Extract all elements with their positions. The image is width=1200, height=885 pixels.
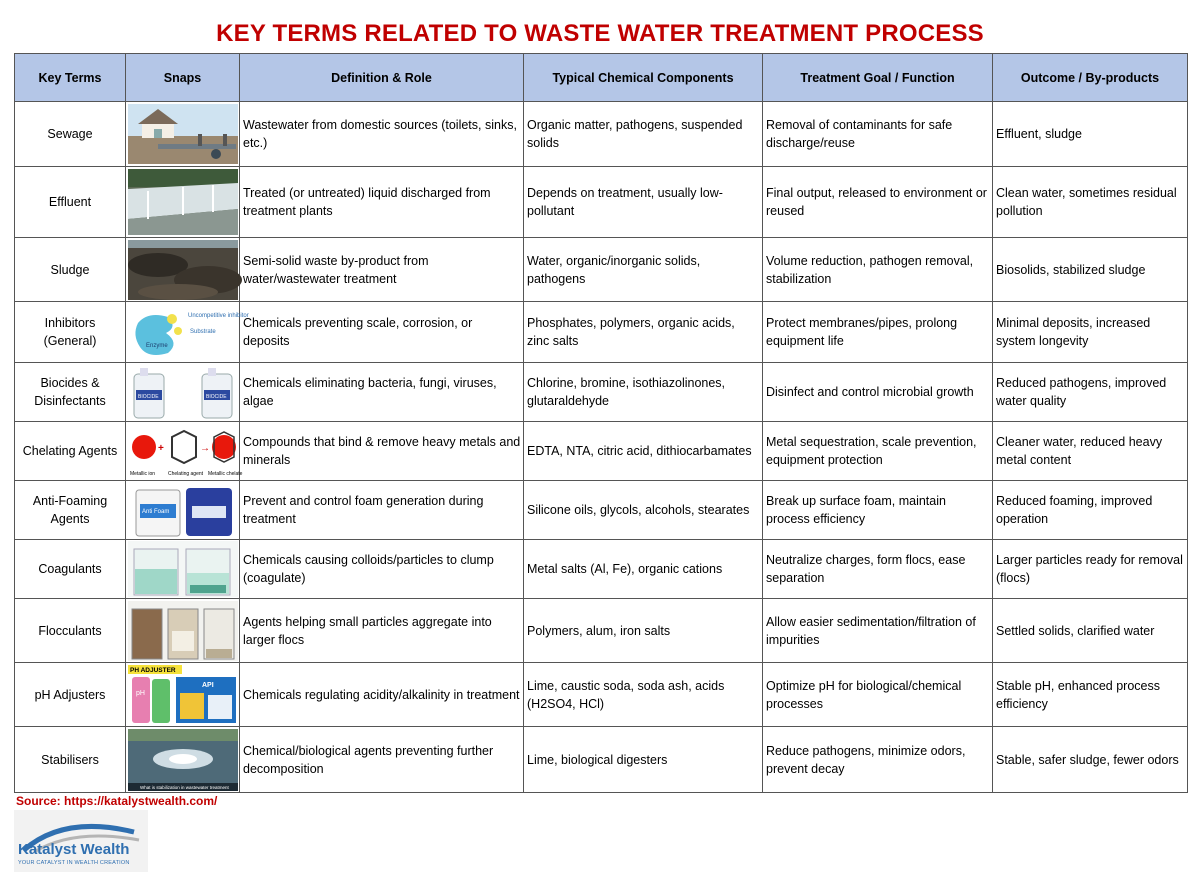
enzyme-diagram-icon <box>128 303 249 361</box>
goal-cell: Optimize pH for biological/chemical processes <box>763 663 993 727</box>
goal-cell: Break up surface foam, maintain process efficiency <box>763 481 993 540</box>
svg-text:→: → <box>199 443 210 454</box>
definition-cell: Chemicals preventing scale, corrosion, or deposits <box>240 302 524 363</box>
outcome-cell: Settled solids, clarified water <box>993 599 1188 663</box>
chelate-agent-label: Chelating agent <box>167 471 203 477</box>
ph-adjuster-label: PH ADJUSTER <box>129 666 176 674</box>
chelation-diagram-icon <box>128 423 242 479</box>
term-cell: Chelating Agents <box>15 422 126 481</box>
table-row <box>15 663 1188 727</box>
table-row <box>15 102 1188 167</box>
term-cell: Coagulants <box>15 540 126 599</box>
term-cell: Sludge <box>15 238 126 302</box>
chemicals-cell: Lime, caustic soda, soda ash, acids (H2SO4, HCl) <box>524 663 763 727</box>
outcome-cell: Effluent, sludge <box>993 102 1188 167</box>
goal-cell: Disinfect and control microbial growth <box>763 363 993 422</box>
biocide-jugs-icon <box>128 364 238 420</box>
table-row <box>15 481 1188 540</box>
snap-cell <box>126 102 240 167</box>
header-outcome: Outcome / By-products <box>993 54 1188 102</box>
term-cell: Anti-Foaming Agents <box>15 481 126 540</box>
aerator-pond-icon <box>128 729 238 791</box>
definition-cell: Agents helping small particles aggregate into larger flocs <box>240 599 524 663</box>
definition-cell: Chemicals regulating acidity/alkalinity in treatment <box>240 663 524 727</box>
snap-cell <box>126 727 240 793</box>
biocide-label-right: BIOCIDE <box>205 394 227 400</box>
snap-cell <box>126 422 240 481</box>
snap-cell <box>126 540 240 599</box>
definition-cell: Treated (or untreated) liquid discharged from treatment plants <box>240 167 524 238</box>
source-link[interactable]: Source: https://katalystwealth.com/ <box>16 794 218 808</box>
definition-cell: Chemicals eliminating bacteria, fungi, viruses, algae <box>240 363 524 422</box>
inhibitor-substrate-label: Substrate <box>189 329 216 335</box>
header-key-terms: Key Terms <box>15 54 126 102</box>
term-cell: pH Adjusters <box>15 663 126 727</box>
term-cell: Flocculants <box>15 599 126 663</box>
table-row <box>15 363 1188 422</box>
goal-cell: Reduce pathogens, minimize odors, prevent decay <box>763 727 993 793</box>
house-sewage-icon <box>128 104 238 164</box>
outcome-cell: Reduced pathogens, improved water quality <box>993 363 1188 422</box>
chemicals-cell: Lime, biological digesters <box>524 727 763 793</box>
definition-cell: Prevent and control foam generation during treatment <box>240 481 524 540</box>
snap-cell <box>126 663 240 727</box>
goal-cell: Allow easier sedimentation/filtration of impurities <box>763 599 993 663</box>
header-definition: Definition & Role <box>240 54 524 102</box>
snap-cell <box>126 599 240 663</box>
snap-cell <box>126 302 249 363</box>
term-cell: Stabilisers <box>15 727 126 793</box>
chelate-metallic-ion-label: Metallic ion <box>129 471 155 477</box>
stabiliser-caption: What is stabilization in wastewater treatment <box>139 784 229 790</box>
table-row <box>15 238 1188 302</box>
ph-small-label: pH <box>135 689 145 697</box>
outcome-cell: Cleaner water, reduced heavy metal content <box>993 422 1188 481</box>
outcome-cell: Larger particles ready for removal (flocs) <box>993 540 1188 599</box>
chelate-result-label: Metallic chelate <box>207 471 242 477</box>
chemicals-cell: Silicone oils, glycols, alcohols, stearates <box>524 481 763 540</box>
table-row <box>15 540 1188 599</box>
outcome-cell: Stable pH, enhanced process efficiency <box>993 663 1188 727</box>
page-title: KEY TERMS RELATED TO WASTE WATER TREATMENT PROCESS <box>216 20 984 47</box>
snap-cell <box>126 167 240 238</box>
outcome-cell: Minimal deposits, increased system longevity <box>993 302 1188 363</box>
goal-cell: Removal of contaminants for safe discharge/reuse <box>763 102 993 167</box>
table-header-row <box>15 54 1188 102</box>
term-cell: Biocides & Disinfectants <box>15 363 126 422</box>
definition-cell: Compounds that bind & remove heavy metals and minerals <box>240 422 524 481</box>
katalyst-logo <box>14 810 148 872</box>
coagulant-beakers-icon <box>128 541 238 597</box>
chemicals-cell: Chlorine, bromine, isothiazolinones, glutaraldehyde <box>524 363 763 422</box>
weir-effluent-icon <box>128 169 238 235</box>
header-snaps: Snaps <box>126 54 240 102</box>
svg-text:+: + <box>157 443 164 454</box>
ph-adjuster-kit-icon <box>128 665 238 725</box>
definition-cell: Chemicals causing colloids/particles to clump (coagulate) <box>240 540 524 599</box>
header-goal: Treatment Goal / Function <box>763 54 993 102</box>
outcome-cell: Reduced foaming, improved operation <box>993 481 1188 540</box>
chemicals-cell: Polymers, alum, iron salts <box>524 599 763 663</box>
sludge-heap-icon <box>128 240 238 300</box>
table-row <box>15 302 1188 363</box>
inhibitor-enzyme-label: Enzyme <box>145 343 168 349</box>
goal-cell: Final output, released to environment or reused <box>763 167 993 238</box>
chemicals-cell: Organic matter, pathogens, suspended solids <box>524 102 763 167</box>
term-cell: Sewage <box>15 102 126 167</box>
chemicals-cell: Water, organic/inorganic solids, pathogens <box>524 238 763 302</box>
antifoam-containers-icon <box>128 482 238 538</box>
goal-cell: Volume reduction, pathogen removal, stabilization <box>763 238 993 302</box>
goal-cell: Protect membranes/pipes, prolong equipment life <box>763 302 993 363</box>
term-cell: Effluent <box>15 167 126 238</box>
chemicals-cell: Depends on treatment, usually low-pollutant <box>524 167 763 238</box>
ph-brand-label: API <box>201 681 214 689</box>
table-row <box>15 599 1188 663</box>
snap-cell <box>126 238 240 302</box>
table-row <box>15 167 1188 238</box>
outcome-cell: Clean water, sometimes residual pollution <box>993 167 1188 238</box>
chemicals-cell: EDTA, NTA, citric acid, dithiocarbamates <box>524 422 763 481</box>
goal-cell: Neutralize charges, form flocs, ease separation <box>763 540 993 599</box>
chemicals-cell: Phosphates, polymers, organic acids, zinc salts <box>524 302 763 363</box>
table-row <box>15 727 1188 793</box>
logo-tagline: YOUR CATALYST IN WEALTH CREATION <box>18 860 130 866</box>
logo-name: Katalyst Wealth <box>18 841 130 858</box>
outcome-cell: Stable, safer sludge, fewer odors <box>993 727 1188 793</box>
snap-cell <box>126 363 240 422</box>
chemicals-cell: Metal salts (Al, Fe), organic cations <box>524 540 763 599</box>
definition-cell: Wastewater from domestic sources (toilets, sinks, etc.) <box>240 102 524 167</box>
biocide-label-left: BIOCIDE <box>137 394 159 400</box>
inhibitor-uncompetitive-label: Uncompetitive inhibitor <box>187 313 249 319</box>
flocculant-beakers-icon <box>128 601 238 661</box>
snap-cell <box>126 481 240 540</box>
antifoam-label: Anti Foam <box>141 509 169 515</box>
definition-cell: Semi-solid waste by-product from water/wastewater treatment <box>240 238 524 302</box>
definition-cell: Chemical/biological agents preventing further decomposition <box>240 727 524 793</box>
outcome-cell: Biosolids, stabilized sludge <box>993 238 1188 302</box>
term-cell: Inhibitors (General) <box>15 302 126 363</box>
goal-cell: Metal sequestration, scale prevention, equipment protection <box>763 422 993 481</box>
key-terms-table <box>14 53 1188 793</box>
table-row <box>15 422 1188 481</box>
header-chemicals: Typical Chemical Components <box>524 54 763 102</box>
